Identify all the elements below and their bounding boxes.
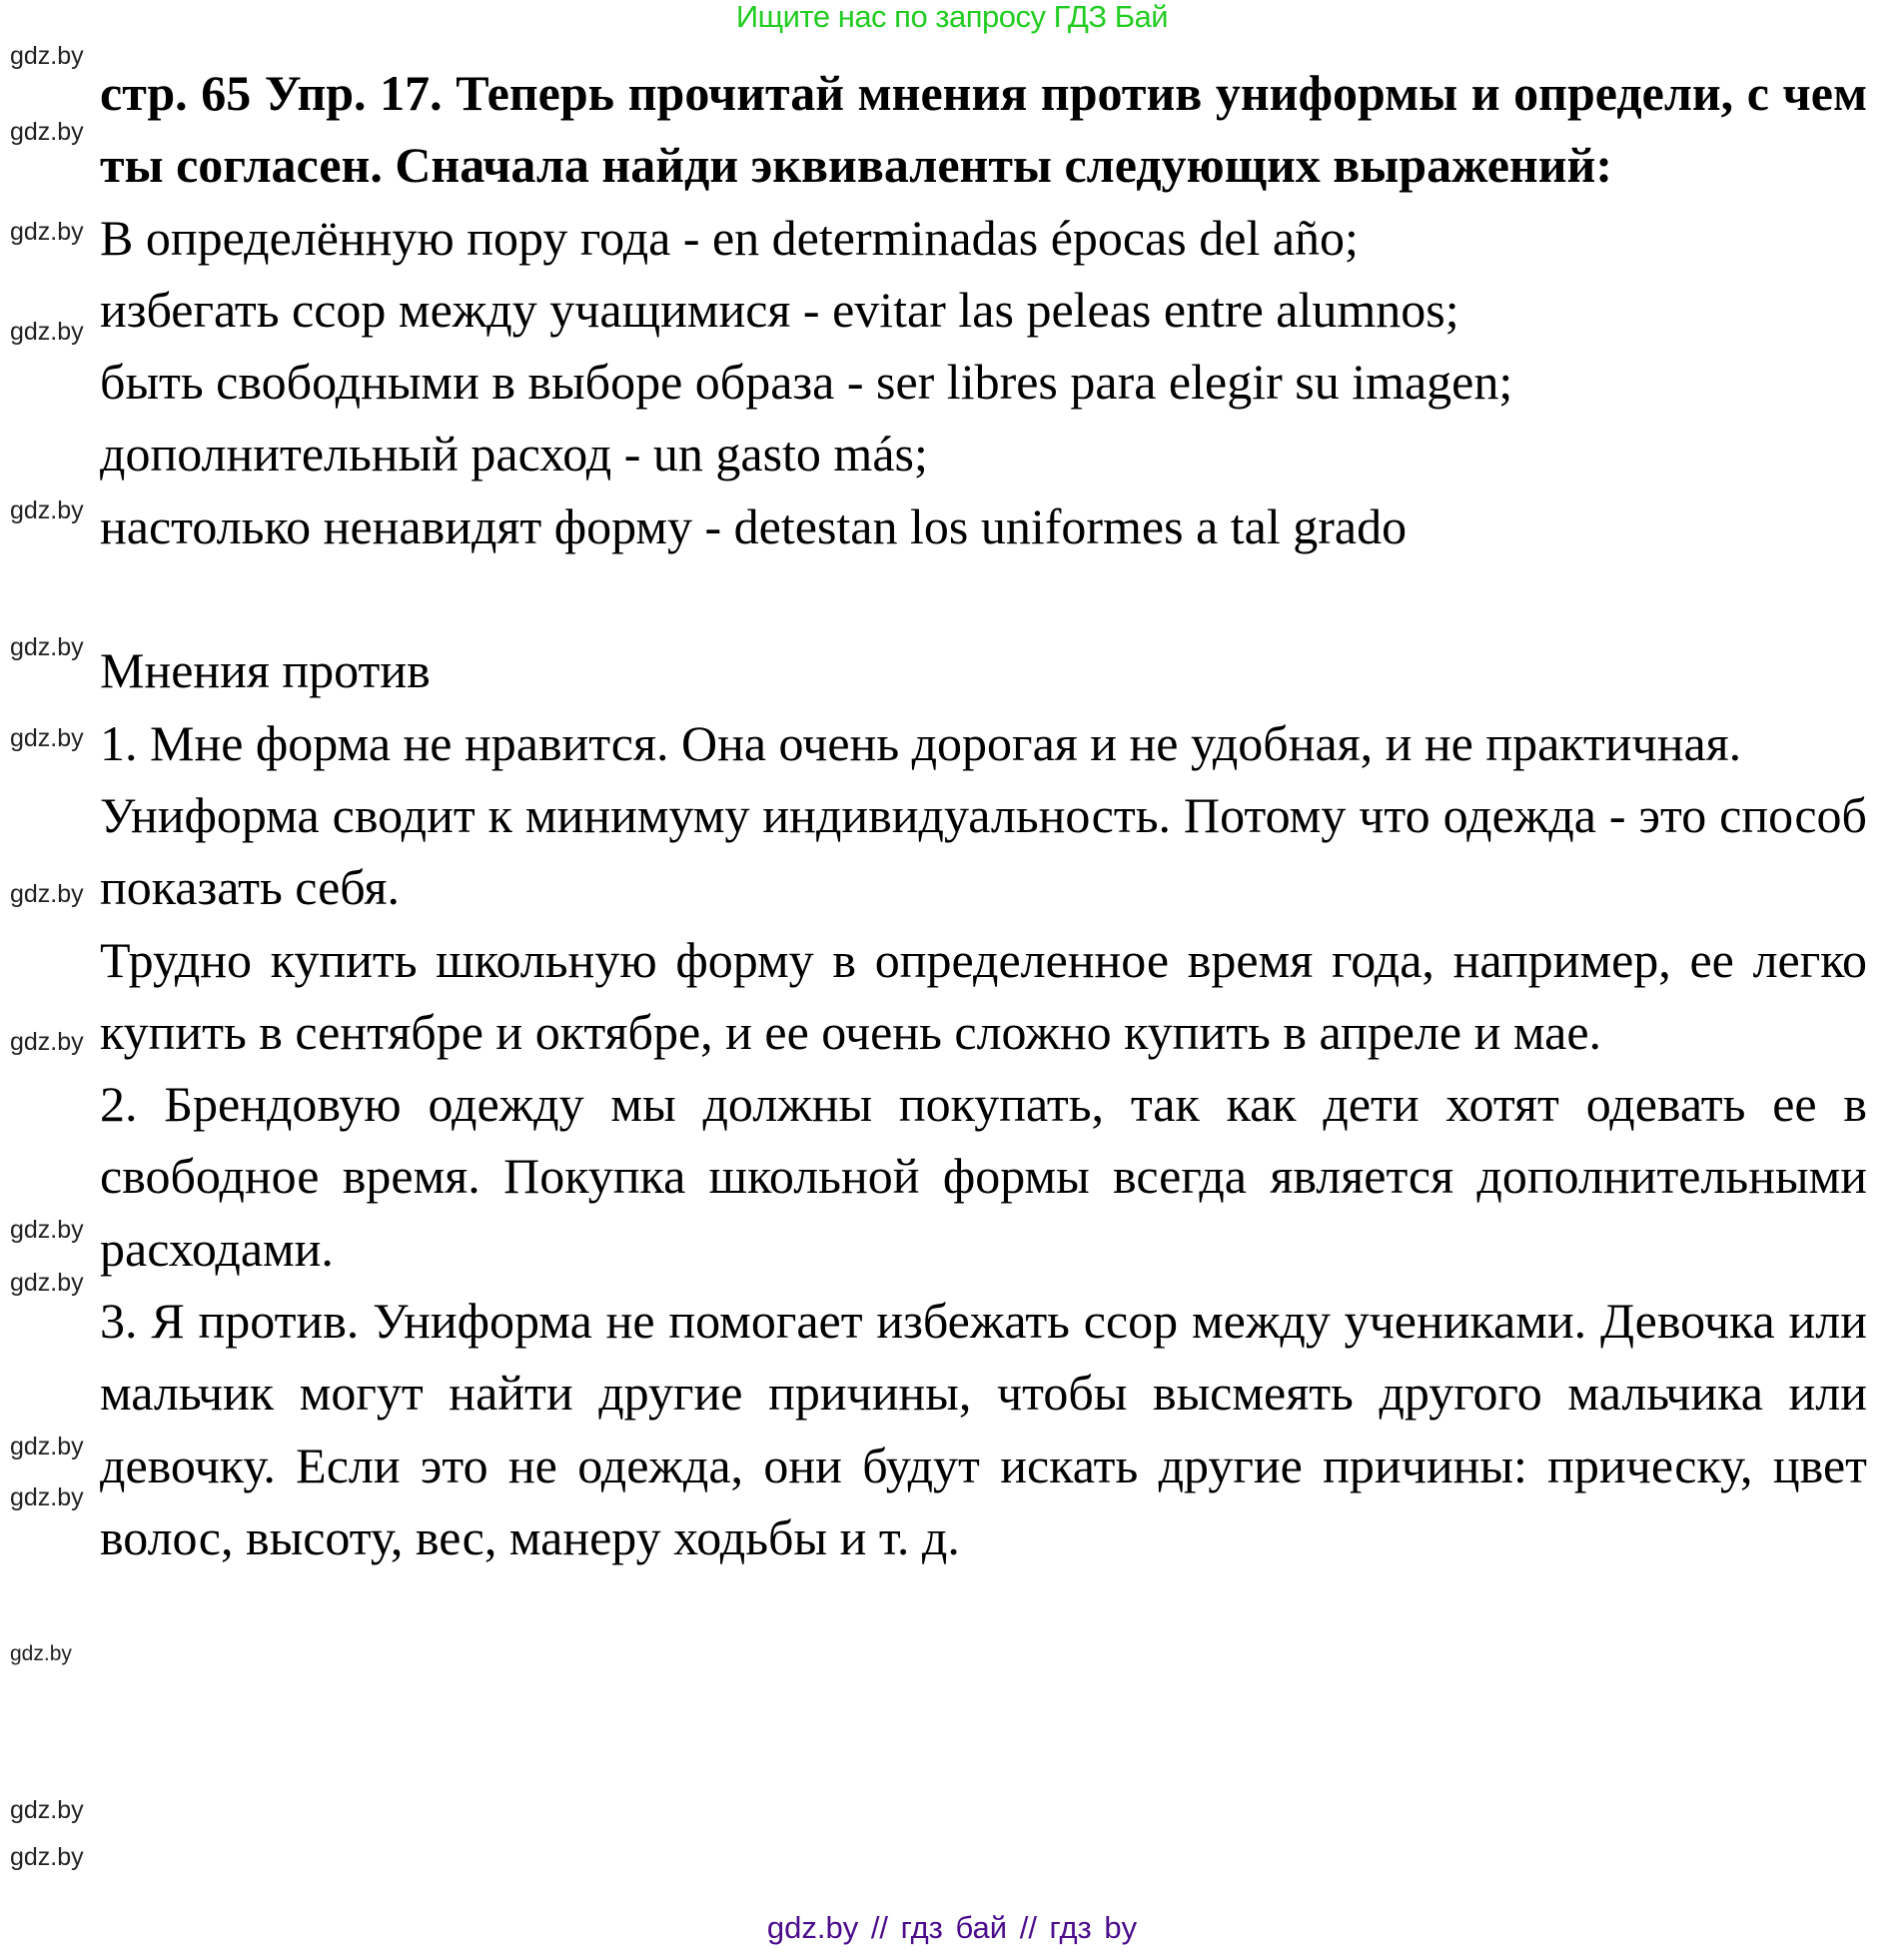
phrase-line: избегать ссор между учащимися - evitar las peleas entre alumnos; (100, 281, 1459, 338)
watermark: gdz.by (10, 318, 84, 346)
phrase-line: настолько ненавидят форму - detestan los uniformes a tal grado (100, 497, 1408, 554)
watermark: gdz.by (10, 1642, 72, 1665)
opinion-paragraph: Трудно купить школьную форму в определенное время года, например, ее легко купить в сентябре и октябре, и ее очень сложно купить в апреле и мае. (100, 931, 1867, 1060)
spacer (100, 562, 1867, 634)
watermark: gdz.by (10, 1028, 84, 1056)
watermark: gdz.by (10, 1843, 84, 1871)
bottom-banner-link[interactable]: gdz.by // гдз бай // гдз by (766, 1910, 1138, 1945)
opinion-paragraph: 1. Мне форма не нравится. Она очень дорогая и не удобная, и не практичная. (100, 714, 1742, 771)
phrase-line: В определённую пору года - en determinadas épocas del año; (100, 209, 1359, 266)
watermark: gdz.by (10, 1269, 84, 1297)
watermark: gdz.by (10, 1433, 84, 1461)
section-title: Мнения против (100, 642, 431, 699)
watermark: gdz.by (10, 633, 84, 661)
top-banner-link[interactable]: Ищите нас по запросу ГДЗ Бай (735, 0, 1169, 34)
watermark: gdz.by (10, 724, 84, 752)
exercise-content (100, 57, 1867, 1573)
exercise-heading: стр. 65 Упр. 17. Теперь прочитай мнения против униформы и определи, с чем ты согласен. Сначала найди эквиваленты следующих выражений: (100, 65, 1867, 194)
watermark: gdz.by (10, 1796, 84, 1824)
opinion-paragraph: 2. Брендовую одежду мы должны покупать, так как дети хотят одевать ее в свободное время. Покупка школьной формы всегда является дополнительными расходами. (100, 1076, 1867, 1277)
phrase-line: дополнительный расход - un gasto más; (100, 426, 928, 483)
watermark: gdz.by (10, 118, 84, 146)
watermark: gdz.by (10, 1483, 84, 1511)
watermark: gdz.by (10, 496, 84, 524)
opinion-paragraph: 3. Я против. Униформа не помогает избежать ссор между учениками. Девочка или мальчик могут найти другие причины, чтобы высмеять другого мальчика или девочку. Если это не одежда, они будут искать другие причины: прическу, цвет волос, высоту, вес, манеру ходьбы и т. д. (100, 1293, 1867, 1565)
watermark: gdz.by (10, 218, 84, 246)
opinion-paragraph: Униформа сводит к минимуму индивидуальность. Потому что одежда - это способ показать себя. (100, 786, 1867, 916)
watermark: gdz.by (10, 42, 84, 70)
watermark: gdz.by (10, 880, 84, 908)
phrase-line: быть свободными в выборе образа - ser libres para elegir su imagen; (100, 354, 1513, 411)
watermark: gdz.by (10, 1216, 84, 1244)
